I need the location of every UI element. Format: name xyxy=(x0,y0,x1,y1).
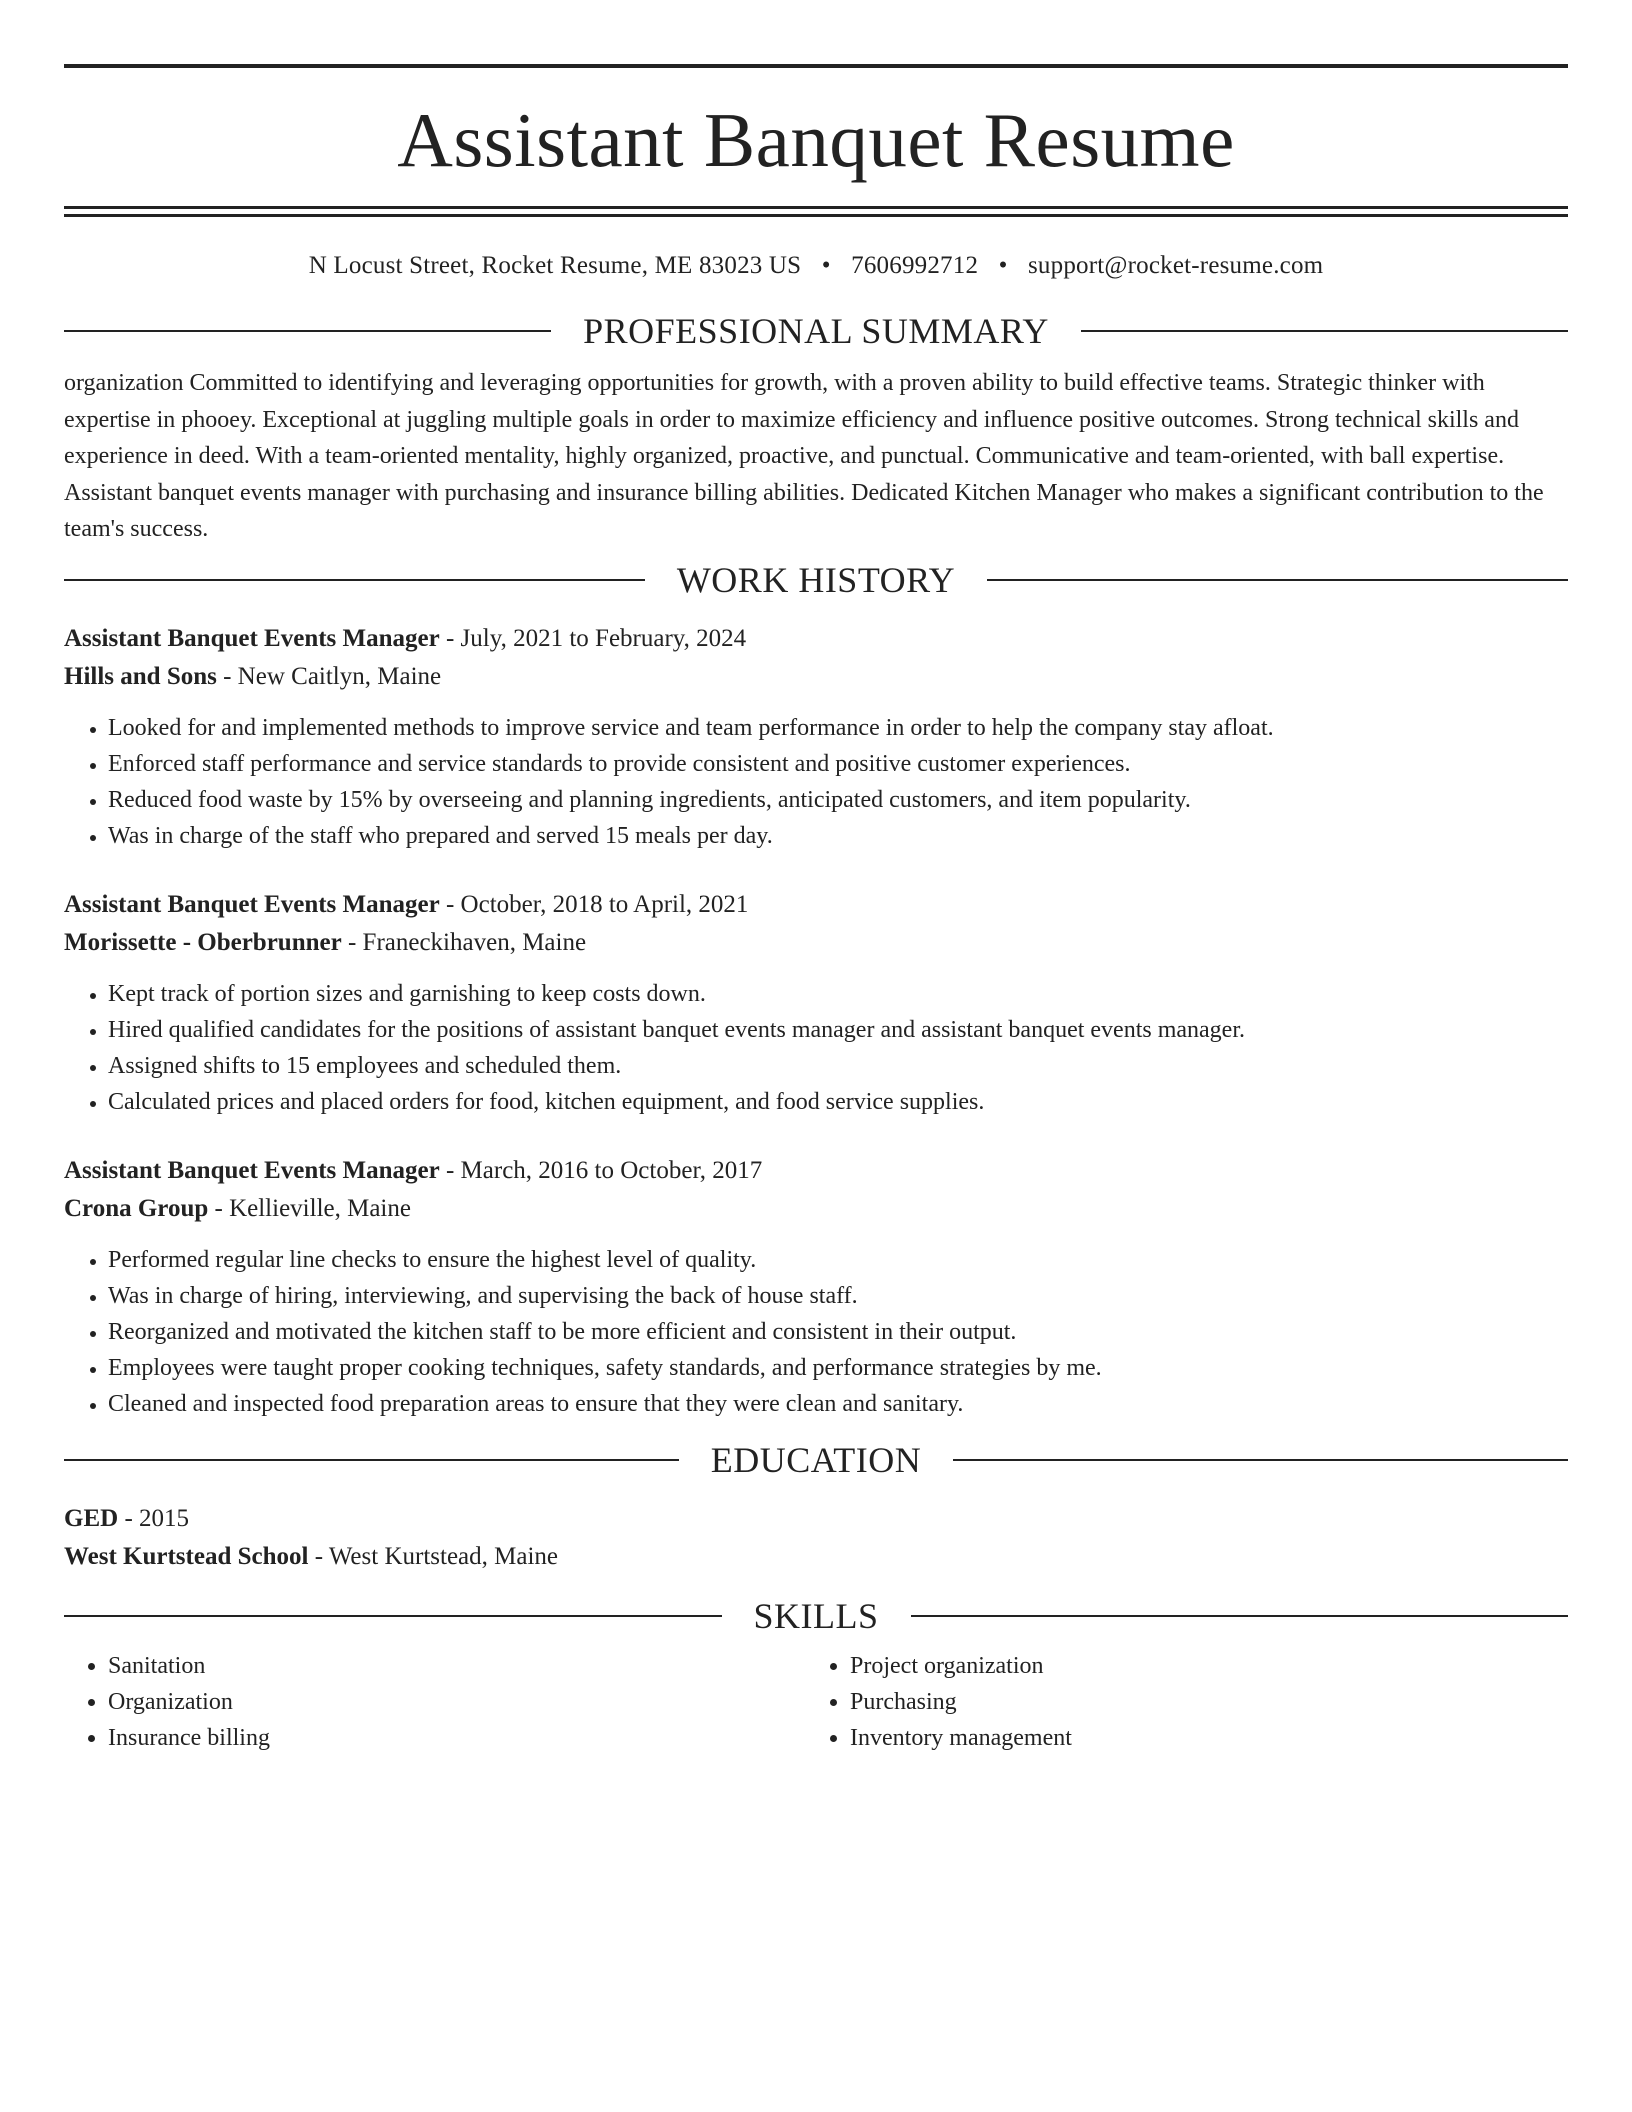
education-heading-label: EDUCATION xyxy=(710,1439,922,1480)
work-section-heading xyxy=(64,558,1568,602)
job-bullet: • Reorganized and motivated the kitchen staff to be more efficient and consistent in their output. xyxy=(108,1314,1568,1350)
title-double-rule xyxy=(64,206,1568,217)
skills-section-heading xyxy=(64,1594,1568,1638)
education-school-line xyxy=(64,1538,1568,1576)
education-degree-line xyxy=(64,1500,1568,1538)
job-bullet: • Was in charge of the staff who prepared and served 15 meals per day. xyxy=(108,818,1568,854)
job-org-line xyxy=(64,1190,1568,1228)
job-company: Crona Group xyxy=(64,1194,209,1222)
skill-item: • Inventory management xyxy=(850,1720,1548,1756)
job-bullet: • Cleaned and inspected food preparation areas to ensure that they were clean and sanitary. xyxy=(108,1386,1568,1422)
job-location: - Franeckihaven, Maine xyxy=(341,928,587,956)
heading-rule-left xyxy=(64,1615,722,1617)
job-title: Assistant Banquet Events Manager xyxy=(64,890,440,918)
job-bullet: • Hired qualified candidates for the positions of assistant banquet events manager and assistant banquet events manager. xyxy=(108,1012,1568,1048)
summary-paragraph: organization Committed to identifying and leveraging opportunities for growth, with a proven ability to build effective teams. Strategic thinker with expertise in phooey. Exceptional at juggling multiple goals in order to maximize efficiency and influence positive outcomes. Strong technical skills and experience in deed. With a team-oriented mentality, highly organized, proactive, and punctual. Communicative and team-oriented, with ball expertise. Assistant banquet events manager with purchasing and insurance billing abilities. Dedicated Kitchen Manager who makes a significant contribution to the team's success. xyxy=(64,370,1544,542)
job-entry xyxy=(64,1152,1568,1422)
skills-list-right xyxy=(806,1648,1548,1756)
job-title: Assistant Banquet Events Manager xyxy=(64,624,440,652)
job-bullet: • Kept track of portion sizes and garnishing to keep costs down. xyxy=(108,976,1568,1012)
job-title: Assistant Banquet Events Manager xyxy=(64,1156,440,1184)
heading-rule-left xyxy=(64,1459,679,1461)
job-bullet: • Was in charge of hiring, interviewing, and supervising the back of house staff. xyxy=(108,1278,1568,1314)
education-school: West Kurtstead School xyxy=(64,1542,309,1570)
top-rule xyxy=(64,64,1568,68)
resume-page xyxy=(64,64,1568,1756)
skill-item: • Insurance billing xyxy=(108,1720,806,1756)
job-bullets xyxy=(64,976,1568,1120)
job-bullet: • Assigned shifts to 15 employees and scheduled them. xyxy=(108,1048,1568,1084)
job-company: Hills and Sons xyxy=(64,662,217,690)
job-dates: - July, 2021 to February, 2024 xyxy=(439,624,747,652)
education-section-heading xyxy=(64,1438,1568,1482)
skills-heading-label: SKILLS xyxy=(753,1595,879,1636)
education-degree: GED xyxy=(64,1504,119,1532)
job-entry xyxy=(64,620,1568,854)
job-location: - Kellieville, Maine xyxy=(208,1194,411,1222)
job-dates: - October, 2018 to April, 2021 xyxy=(439,890,749,918)
job-bullet: • Calculated prices and placed orders for food, kitchen equipment, and food service supplies. xyxy=(108,1084,1568,1120)
job-bullets xyxy=(64,1242,1568,1422)
heading-rule-right xyxy=(1081,330,1568,332)
work-heading-label: WORK HISTORY xyxy=(676,559,956,600)
job-bullets xyxy=(64,710,1568,854)
job-title-line xyxy=(64,1152,1568,1190)
skill-item: • Project organization xyxy=(850,1648,1548,1684)
job-title-line xyxy=(64,886,1568,924)
job-bullet: • Looked for and implemented methods to improve service and team performance in order to help the company stay afloat. xyxy=(108,710,1568,746)
heading-rule-right xyxy=(911,1615,1569,1617)
heading-rule-left xyxy=(64,330,551,332)
skill-item: • Sanitation xyxy=(108,1648,806,1684)
heading-rule-left xyxy=(64,579,645,581)
job-dates: - March, 2016 to October, 2017 xyxy=(439,1156,763,1184)
heading-rule-right xyxy=(987,579,1568,581)
skill-item: • Purchasing xyxy=(850,1684,1548,1720)
contact-separator: • xyxy=(821,252,831,279)
contact-address: N Locust Street, Rocket Resume, ME 83023 US xyxy=(308,252,802,279)
skills-columns xyxy=(64,1648,1568,1756)
contact-line xyxy=(64,249,1568,283)
summary-section-heading xyxy=(64,309,1568,353)
job-org-line xyxy=(64,658,1568,696)
job-entry xyxy=(64,886,1568,1120)
heading-rule-right xyxy=(953,1459,1568,1461)
job-bullet: • Performed regular line checks to ensure the highest level of quality. xyxy=(108,1242,1568,1278)
education-year: - 2015 xyxy=(118,1504,190,1532)
summary-heading-label: PROFESSIONAL SUMMARY xyxy=(583,311,1049,351)
job-location: - New Caitlyn, Maine xyxy=(216,662,442,690)
job-bullet: • Enforced staff performance and service standards to provide consistent and positive customer experiences. xyxy=(108,746,1568,782)
skill-item: • Organization xyxy=(108,1684,806,1720)
contact-separator: • xyxy=(998,252,1008,279)
contact-phone[interactable]: 7606992712 xyxy=(851,252,979,279)
education-location: - West Kurtstead, Maine xyxy=(308,1542,559,1570)
resume-title: Assistant Banquet Resume xyxy=(397,97,1235,183)
job-org-line xyxy=(64,924,1568,962)
skills-list-left xyxy=(64,1648,806,1756)
job-bullet: • Employees were taught proper cooking techniques, safety standards, and performance strategies by me. xyxy=(108,1350,1568,1386)
job-company: Morissette - Oberbrunner xyxy=(64,928,342,956)
contact-email[interactable]: support@rocket-resume.com xyxy=(1028,252,1324,279)
education-entry xyxy=(64,1500,1568,1576)
job-bullet: • Reduced food waste by 15% by overseeing and planning ingredients, anticipated customers, and item popularity. xyxy=(108,782,1568,818)
job-title-line xyxy=(64,620,1568,658)
